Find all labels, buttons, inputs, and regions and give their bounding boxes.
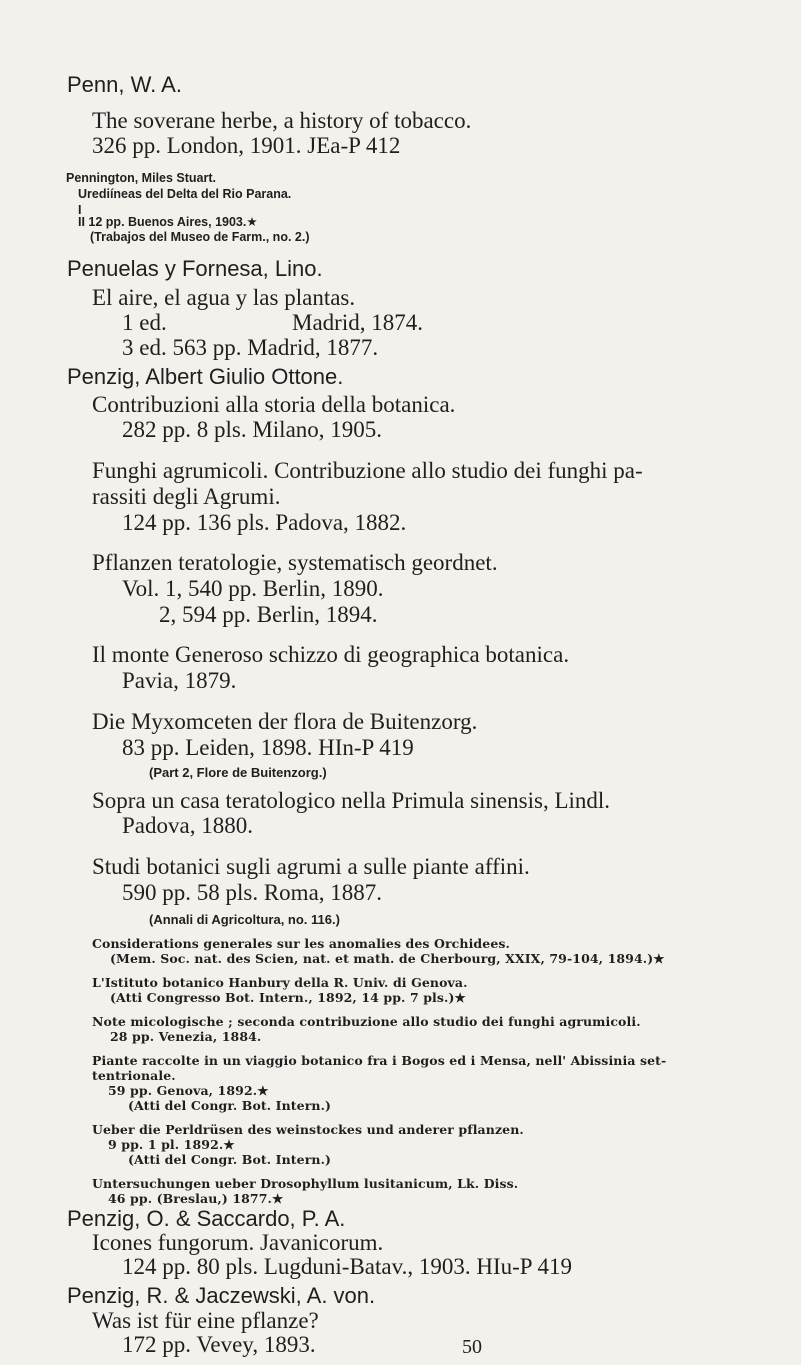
- entry-title-small: Untersuchungen ueber Drosophyllum lusitanicum, Lk. Diss.: [92, 1176, 519, 1191]
- entry-title: Die Myxomceten der flora de Buitenzorg.: [92, 709, 478, 734]
- entry-imprint: Madrid, 1874.: [292, 310, 423, 335]
- entry-series-note: (Atti del Congr. Bot. Intern.): [128, 1152, 332, 1167]
- entry-title: Icones fungorum. Javanicorum.: [92, 1230, 384, 1255]
- entry-title: Urediíneas del Delta del Rio Parana.: [78, 187, 292, 201]
- entry-title: El aire, el agua y las plantas.: [92, 285, 356, 310]
- entry-heading-penuelas: Penuelas y Fornesa, Lino.: [67, 256, 323, 281]
- entry-title: Studi botanici sugli agrumi a sulle piante affini.: [92, 854, 530, 879]
- entry-title-small: Ueber die Perldrüsen des weinstockes und anderer pflanzen.: [92, 1122, 524, 1137]
- entry-imprint-small: 9 pp. 1 pl. 1892.★: [108, 1137, 235, 1152]
- entry-title: Sopra un casa teratologico nella Primula sinensis, Lindl.: [92, 788, 611, 813]
- entry-volume: 2, 594 pp. Berlin, 1894.: [159, 602, 378, 627]
- entry-imprint-small: 59 pp. Genova, 1892.★: [108, 1083, 269, 1098]
- entry-title: Funghi agrumicoli. Contribuzione allo studio dei funghi pa-: [92, 458, 643, 483]
- entry-title: The soverane herbe, a history of tobacco.: [92, 108, 472, 133]
- entry-imprint: 326 pp. London, 1901. JEa-P 412: [92, 133, 401, 158]
- entry-volume: Vol. 1, 540 pp. Berlin, 1890.: [122, 576, 384, 601]
- entry-title-cont: rassiti degli Agrumi.: [92, 484, 281, 509]
- entry-edition: 1 ed.: [122, 310, 167, 335]
- entry-heading-penn: Penn, W. A.: [67, 72, 182, 97]
- entry-imprint: 124 pp. 136 pls. Padova, 1882.: [122, 510, 407, 535]
- entry-title: Contribuzioni alla storia della botanica.: [92, 392, 456, 417]
- entry-series-note: (Annali di Agricoltura, no. 116.): [149, 912, 340, 927]
- entry-series-note: (Part 2, Flore de Buitenzorg.): [149, 765, 327, 780]
- entry-imprint: Padova, 1880.: [122, 813, 253, 838]
- entry-imprint-small: 46 pp. (Breslau,) 1877.★: [108, 1191, 284, 1206]
- entry-title: Was ist für eine pflanze?: [92, 1308, 319, 1333]
- entry-series-note: (Atti Congresso Bot. Intern., 1892, 14 pp. 7 pls.)★: [110, 990, 466, 1005]
- page-number: 50: [462, 1336, 482, 1358]
- entry-imprint: 83 pp. Leiden, 1898. HIn-P 419: [122, 735, 414, 760]
- entry-imprint-small: 28 pp. Venezia, 1884.: [110, 1029, 262, 1044]
- entry-imprint: 124 pp. 80 pls. Lugduni-Batav., 1903. HIu-P 419: [122, 1254, 572, 1279]
- entry-imprint: 172 pp. Vevey, 1893.: [122, 1332, 316, 1357]
- entry-title-small: Note micologische ; seconda contribuzione allo studio dei funghi agrumicoli.: [92, 1014, 641, 1029]
- entry-title: Il monte Generoso schizzo di geographica botanica.: [92, 642, 570, 667]
- entry-imprint: 590 pp. 58 pls. Roma, 1887.: [122, 880, 383, 905]
- entry-heading-penzig-jaczewski: Penzig, R. & Jaczewski, A. von.: [67, 1283, 376, 1308]
- entry-heading-penzig-saccardo: Penzig, O. & Saccardo, P. A.: [67, 1206, 346, 1231]
- entry-volume-marker: I: [78, 203, 82, 217]
- entry-series-note: (Atti del Congr. Bot. Intern.): [128, 1098, 332, 1113]
- entry-heading-pennington: Pennington, Miles Stuart.: [66, 171, 217, 185]
- entry-edition-imprint: 3 ed. 563 pp. Madrid, 1877.: [122, 335, 379, 360]
- entry-series-note: (Trabajos del Museo de Farm., no. 2.): [90, 230, 310, 244]
- entry-series-note: (Mem. Soc. nat. des Scien, nat. et math. de Cherbourg, XXIX, 79-104, 1894.)★: [110, 951, 665, 966]
- entry-title-cont: tentrionale.: [92, 1068, 176, 1083]
- entry-imprint: II 12 pp. Buenos Aires, 1903.★: [78, 215, 258, 229]
- entry-title-small: L'Istituto botanico Hanbury della R. Univ. di Genova.: [92, 975, 468, 990]
- entry-title-small: Piante raccolte in un viaggio botanico fra i Bogos ed i Mensa, nell' Abissinia set-: [92, 1053, 667, 1068]
- entry-heading-penzig: Penzig, Albert Giulio Ottone.: [67, 364, 344, 389]
- entry-title-small: Considerations generales sur les anomalies des Orchidees.: [92, 936, 510, 951]
- entry-imprint: 282 pp. 8 pls. Milano, 1905.: [122, 417, 383, 442]
- entry-title: Pflanzen teratologie, systematisch geordnet.: [92, 550, 498, 575]
- entry-imprint: Pavia, 1879.: [122, 668, 237, 693]
